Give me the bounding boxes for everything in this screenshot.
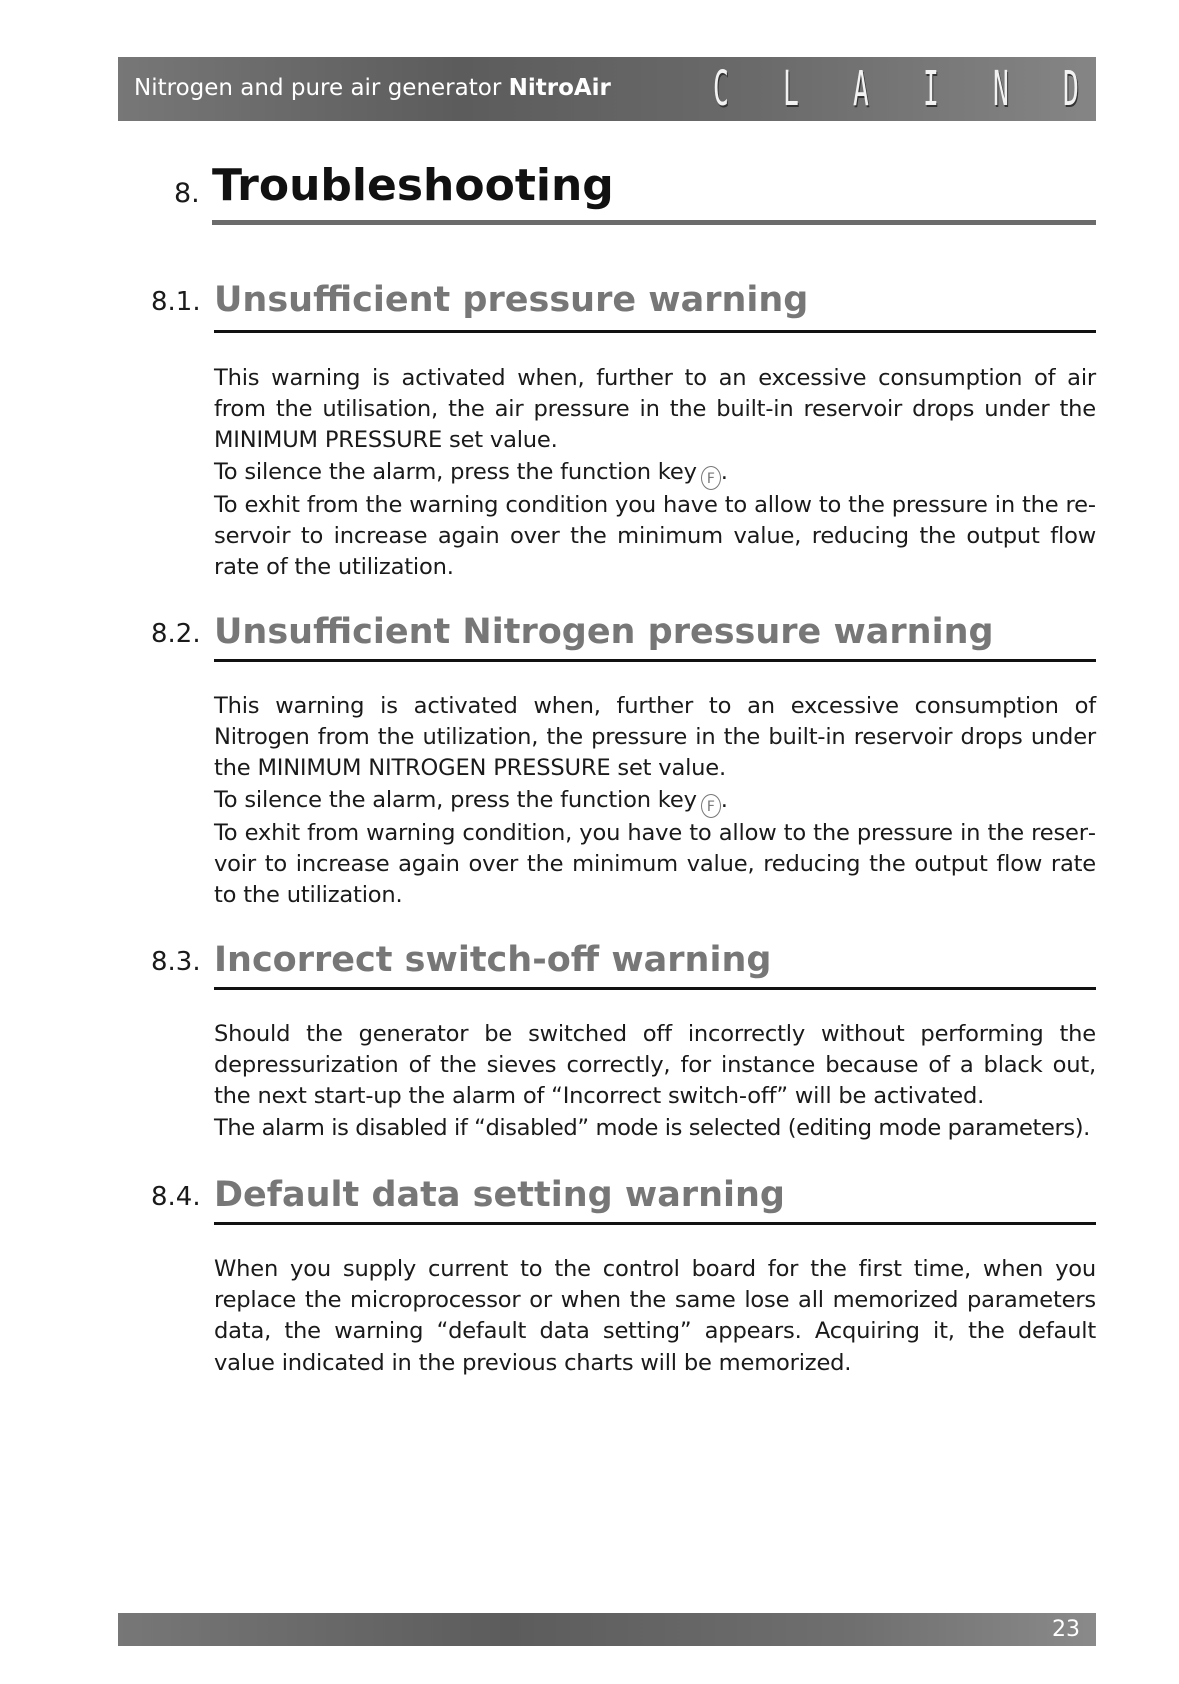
section-divider [214, 659, 1096, 662]
paragraph: To exhit from warning condition, you have to allow to the pressure in the reservoir to increase again over the minimum value, reducing the output flow rate to the utilization. [214, 819, 1096, 909]
section-title: Default data setting warning [214, 1175, 785, 1215]
brand-letter: I [922, 61, 939, 117]
paragraph: When you supply current to the control board for the first time, when you replace the microprocessor or when the same lose all memorized parameters data, the warning “default data setting” appears. Acquiring it, the default value indicated in the previous charts will be memorized. [214, 1256, 1096, 1376]
paragraph: Should the generator be switched off incorrectly without performing the depressurization of the sieves correctly, for instance because of a black out, the next start-up the alarm of “Incorrect switch-off” will be activated. [214, 1021, 1096, 1110]
brand-letter: C [712, 61, 729, 117]
brand-logo [708, 63, 1080, 115]
section-body [214, 363, 1096, 583]
footer-bar [118, 1613, 1096, 1646]
section-divider [214, 1222, 1096, 1225]
brand-letter: N [992, 61, 1009, 117]
function-key-icon: F [701, 466, 721, 490]
section-title: Unsufficient pressure warning [214, 280, 809, 320]
paragraph: The alarm is disabled if “disabled” mode is selected (editing mode parameters). [214, 1114, 1090, 1141]
paragraph-text: To silence the alarm, press the function key [214, 786, 697, 813]
paragraph [214, 457, 1096, 490]
section-body [214, 1254, 1096, 1379]
chapter-number: 8. [174, 178, 200, 209]
brand-letter: L [782, 61, 799, 117]
product-name: NitroAir [508, 75, 611, 101]
section-number: 8.3. [151, 947, 201, 977]
document-title-prefix: Nitrogen and pure air generator [134, 75, 509, 101]
section-divider [214, 330, 1096, 333]
paragraph: To exhit from the warning condition you have to allow to the pressure in the reservoir to increase again over the minimum value, reducing the output flow rate of the utilization. [214, 491, 1096, 581]
paragraph-text: . [720, 786, 728, 813]
header-bar [118, 57, 1096, 121]
paragraph-text: To silence the alarm, press the function key [214, 458, 697, 485]
section-body [214, 1019, 1096, 1144]
section-number: 8.2. [151, 619, 201, 649]
function-key-icon: F [701, 794, 721, 818]
chapter-divider [212, 220, 1096, 225]
section-body [214, 691, 1096, 911]
section-number: 8.4. [151, 1182, 201, 1212]
section-divider [214, 987, 1096, 990]
section-number: 8.1. [151, 287, 201, 317]
brand-letter: A [852, 61, 869, 117]
paragraph-text: . [720, 458, 728, 485]
brand-letter: D [1062, 61, 1079, 117]
chapter-title: Troubleshooting [212, 160, 614, 211]
document-title [134, 75, 611, 101]
paragraph: This warning is activated when, further to an excessive consumption of air from the utilisation, the air pressure in the built-in reservoir drops under the MINIMUM PRESSURE set value. [214, 365, 1096, 454]
section-title: Unsufficient Nitrogen pressure warning [214, 612, 994, 652]
paragraph [214, 785, 1096, 818]
paragraph: This warning is activated when, further to an excessive consumption of Nitrogen from the utilization, the pressure in the built-in reservoir drops under the MINIMUM NITROGEN PRESSURE set value. [214, 693, 1096, 782]
page-number: 23 [1052, 1617, 1080, 1642]
section-title: Incorrect switch-off warning [214, 940, 772, 980]
